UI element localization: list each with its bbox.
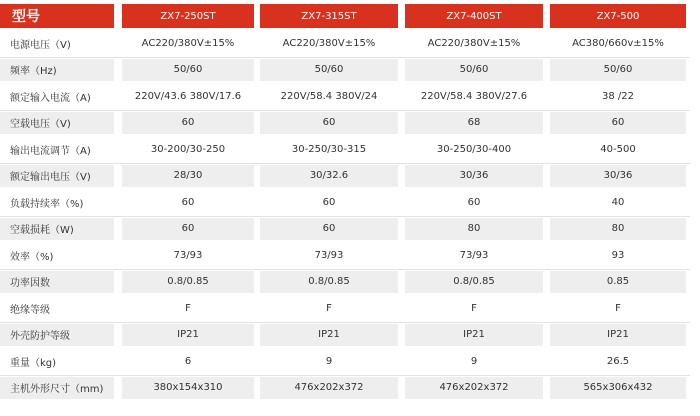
row-value: 60 [260,112,398,134]
row-value: 476x202x372 [405,377,543,399]
row-value: 30-200/30-250 [150,143,226,155]
table-row [0,244,700,266]
row-value: 28/30 [122,165,254,187]
row-value: 60 [122,112,254,134]
table-row [0,85,700,107]
row-value: 220V/58.4 380V/27.6 [420,90,528,102]
row-value: 68 [405,112,543,134]
row-value: 60 [550,112,686,134]
row-value: 30-250/30-315 [291,143,367,155]
row-value: 565x306x432 [550,377,686,399]
table-row [0,191,700,213]
row-value: 40-500 [600,143,636,155]
table-row [0,350,700,372]
row-value: 60 [260,218,398,240]
row-value: 38 /22 [602,90,634,102]
row-value: AC220/380V±15% [427,37,521,49]
row-label: 主机外形尺寸（mm) [0,377,114,399]
row-label: 空载电压（V) [0,112,114,134]
row-divider [0,322,690,323]
row-value: F [326,302,332,314]
row-value: 220V/43.6 380V/17.6 [134,90,242,102]
row-label: 空载损耗（W) [0,218,114,240]
row-label: 频率（Hz) [0,59,114,81]
row-label: 额定输入电流（A) [10,92,91,104]
table-row [0,165,700,187]
table-row [0,112,700,134]
row-value: 476x202x372 [260,377,398,399]
row-label: 绝缘等级 [10,304,50,316]
row-value: 6 [184,355,192,367]
row-value: F [615,302,621,314]
row-value: 80 [405,218,543,240]
row-value: 0.8/0.85 [122,271,254,293]
row-label: 功率因数 [0,271,114,293]
row-value: AC220/380V±15% [141,37,235,49]
row-divider [0,110,690,111]
row-value: 80 [550,218,686,240]
row-value: 60 [181,196,195,208]
row-value: IP21 [405,324,543,346]
row-value: 0.8/0.85 [260,271,398,293]
row-value: IP21 [260,324,398,346]
row-value: 40 [611,196,625,208]
row-label: 效率（%) [10,251,54,263]
row-value: 30/32.6 [260,165,398,187]
table-row [0,138,700,160]
row-divider [0,57,690,58]
table-row [0,32,700,54]
row-value: 60 [467,196,481,208]
row-divider [0,269,690,270]
row-value: IP21 [550,324,686,346]
row-value: 50/60 [405,59,543,81]
row-value: 30/36 [550,165,686,187]
row-divider [0,163,690,164]
table-row [0,218,700,240]
row-label: 额定输出电压（V) [0,165,114,187]
row-label: 重量（kg) [10,357,57,369]
table-row [0,297,700,319]
table-row [0,377,700,399]
row-divider [0,375,690,376]
row-value: 30-250/30-400 [436,143,512,155]
row-label: 负载持续率（%) [10,198,84,210]
row-value: 60 [122,218,254,240]
row-value: 60 [322,196,336,208]
row-value: 93 [611,249,625,261]
row-divider [0,216,690,217]
row-value: 9 [325,355,333,367]
row-value: AC380/660v±15% [572,37,664,49]
row-value: 9 [470,355,478,367]
row-label: 外壳防护等级 [0,324,114,346]
table-row [0,271,700,293]
row-value: F [471,302,477,314]
row-value: 220V/58.4 380V/24 [280,90,378,102]
row-value: F [185,302,191,314]
header-model-4: ZX7-500 [550,4,686,28]
row-label: 输出电流调节（A) [10,145,91,157]
row-value: 50/60 [122,59,254,81]
header-model-2: ZX7-315ST [260,4,398,28]
row-value: 73/93 [173,249,203,261]
row-value: 0.85 [550,271,686,293]
header-model-3: ZX7-400ST [405,4,543,28]
row-value: 50/60 [260,59,398,81]
row-label: 电源电压（V) [10,39,71,51]
row-value: 0.8/0.85 [405,271,543,293]
row-value: 26.5 [606,355,630,367]
table-row [0,324,700,346]
table-row [0,59,700,81]
header-label: 型号 [0,4,114,28]
header-model-1: ZX7-250ST [122,4,254,28]
row-value: AC220/380V±15% [282,37,376,49]
row-value: 73/93 [314,249,344,261]
row-value: 380x154x310 [122,377,254,399]
row-value: 50/60 [550,59,686,81]
row-value: 30/36 [405,165,543,187]
header-row [0,4,700,28]
row-value: IP21 [122,324,254,346]
row-value: 73/93 [459,249,489,261]
